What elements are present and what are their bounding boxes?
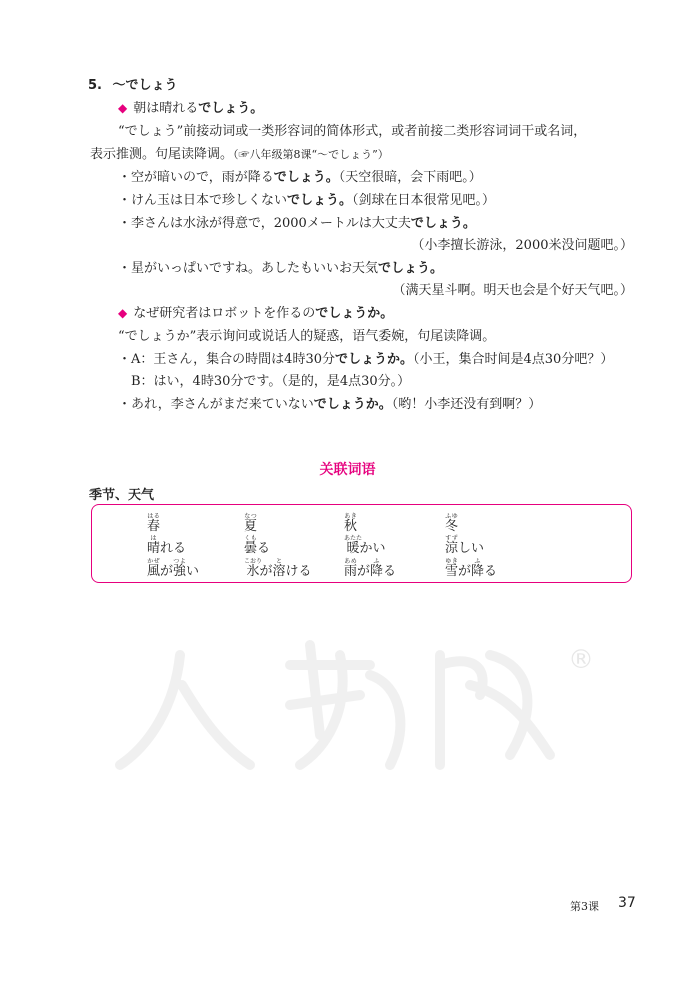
ruby-kanji: 雨あめ — [344, 558, 358, 579]
ruby-kanji: 冬ふゆ — [445, 513, 459, 534]
okurigana: ける — [285, 564, 312, 579]
explanation-line-2 — [90, 143, 389, 162]
pattern-plain: なぜ研究者はロボットを作るの — [133, 306, 316, 321]
example-bold: でしょう。 — [273, 170, 339, 185]
furigana: と — [272, 558, 286, 565]
example-translation: （小王，集合时间是4点30分吧？） — [413, 352, 614, 367]
ruby-kanji: 雪ゆき — [445, 558, 459, 579]
explanation-line-1: “でしょう”前接动词或一类形容词的简体形式，或者前接二类形容词词干或名词， — [118, 124, 587, 139]
okurigana: が — [160, 564, 174, 579]
ruby-kanji: 晴は — [147, 535, 161, 556]
furigana: は — [147, 535, 161, 542]
pattern-bold: でしょうか。 — [315, 306, 394, 321]
example-sentence — [118, 212, 476, 231]
okurigana: れる — [160, 541, 187, 556]
furigana: くも — [244, 535, 258, 542]
publisher-watermark-logo — [110, 615, 580, 785]
vocabulary-word — [445, 513, 458, 534]
example-plain: ・李さんは水泳が得意で，2000メートルは大丈夫 — [118, 216, 411, 231]
vocabulary-word — [445, 535, 484, 556]
okurigana: い — [186, 564, 200, 579]
example-sentence — [118, 189, 495, 208]
example-bold: でしょうか。 — [334, 352, 413, 367]
example-plain: ・星がいっぱいですね。あしたもいいお天気 — [118, 261, 379, 276]
example-plain: ・空が暗いので，雨が降る — [118, 170, 274, 185]
okurigana: る — [257, 541, 271, 556]
example-plain: ・A：王さん，集合の時間は4時30分 — [118, 352, 335, 367]
example-sentence — [131, 370, 410, 389]
vocabulary-word — [344, 535, 386, 556]
explanation-text: 表示推测。句尾读降调。 — [90, 147, 234, 162]
example-translation-right: （满天星斗啊。明天也会是个好天气吧。） — [392, 283, 633, 298]
furigana: はる — [147, 513, 161, 520]
example-sentence — [118, 166, 482, 185]
vocabulary-word — [244, 535, 270, 556]
example-translation: （是的，是4点30分。） — [281, 374, 411, 389]
example-sentence — [118, 393, 541, 412]
vocabulary-word — [147, 558, 199, 579]
ruby-kanji: 氷こおり — [244, 558, 263, 579]
example-bold: でしょうか。 — [313, 397, 392, 412]
okurigana: が — [357, 564, 371, 579]
furigana: なつ — [244, 513, 258, 520]
okurigana: る — [383, 564, 397, 579]
furigana: ゆき — [445, 558, 459, 565]
ruby-kanji: 涼すず — [445, 535, 459, 556]
okurigana: かい — [359, 541, 386, 556]
example-sentence — [118, 257, 443, 276]
registered-mark: ® — [568, 645, 594, 675]
pattern-plain: 朝は晴れる — [133, 101, 199, 116]
ruby-kanji: 降ふ — [370, 558, 384, 579]
ruby-kanji: 暖あたた — [344, 535, 363, 556]
vocabulary-word — [344, 558, 396, 579]
okurigana: しい — [458, 541, 485, 556]
vocabulary-word — [244, 513, 257, 534]
furigana: こおり — [244, 558, 263, 565]
furigana: あき — [344, 513, 358, 520]
vocabulary-word — [344, 513, 357, 534]
furigana: ふゆ — [445, 513, 459, 520]
section-heading — [88, 74, 178, 93]
pattern-sentence-2 — [118, 302, 393, 321]
vocabulary-subtitle: 季节、天气 — [89, 488, 155, 503]
example-translation: （剑球在日本很常见吧。） — [352, 193, 496, 208]
example-bold: でしょう。 — [410, 216, 476, 231]
pattern-sentence-1 — [118, 97, 263, 116]
ruby-kanji: 春はる — [147, 513, 161, 534]
furigana: あたた — [344, 535, 363, 542]
okurigana: が — [259, 564, 273, 579]
ruby-kanji: 降ふ — [471, 558, 485, 579]
example-bold: でしょう。 — [287, 193, 353, 208]
ruby-kanji: 曇くも — [244, 535, 258, 556]
okurigana: る — [484, 564, 498, 579]
furigana: あめ — [344, 558, 358, 565]
ruby-kanji: 夏なつ — [244, 513, 258, 534]
section-title: ～でしょう — [112, 78, 178, 93]
furigana: つよ — [173, 558, 187, 565]
ruby-kanji: 溶と — [272, 558, 286, 579]
example-plain: ・けん玉は日本で珍しくない — [118, 193, 288, 208]
example-translation: （天空很暗，会下雨吧。） — [338, 170, 482, 185]
cross-reference: （☞八年级第8课“～でしょう”） — [233, 148, 389, 161]
example-translation-right: （小李擅长游泳，2000米没问题吧。） — [411, 238, 633, 253]
vocabulary-word — [244, 558, 312, 579]
section-number: 5. — [88, 78, 102, 93]
vocabulary-title: 关联词语 — [319, 462, 376, 478]
vocabulary-word — [445, 558, 497, 579]
furigana: かぜ — [147, 558, 161, 565]
example-plain: B：はい，4時30分です。 — [131, 374, 282, 389]
page-number: 37 — [618, 895, 636, 911]
vocabulary-box — [91, 504, 632, 583]
explanation-line: “でしょうか”表示询问或说话人的疑惑，语气委婉，句尾读降调。 — [118, 329, 496, 344]
ruby-kanji: 風かぜ — [147, 558, 161, 579]
example-bold: でしょう。 — [378, 261, 444, 276]
example-sentence — [118, 348, 613, 367]
diamond-bullet-icon: ◆ — [118, 306, 128, 320]
diamond-bullet-icon: ◆ — [118, 101, 128, 115]
furigana: ふ — [370, 558, 384, 565]
ruby-kanji: 強つよ — [173, 558, 187, 579]
footer-lesson: 第3课 — [570, 900, 599, 913]
furigana: ふ — [471, 558, 485, 565]
pattern-bold: でしょう。 — [198, 101, 264, 116]
okurigana: が — [458, 564, 472, 579]
furigana: すず — [445, 535, 459, 542]
vocabulary-word — [147, 513, 160, 534]
example-translation: （哟！小李还没有到啊？） — [391, 397, 542, 412]
vocabulary-word — [147, 535, 186, 556]
ruby-kanji: 秋あき — [344, 513, 358, 534]
example-plain: ・あれ，李さんがまだ来ていない — [118, 397, 314, 412]
